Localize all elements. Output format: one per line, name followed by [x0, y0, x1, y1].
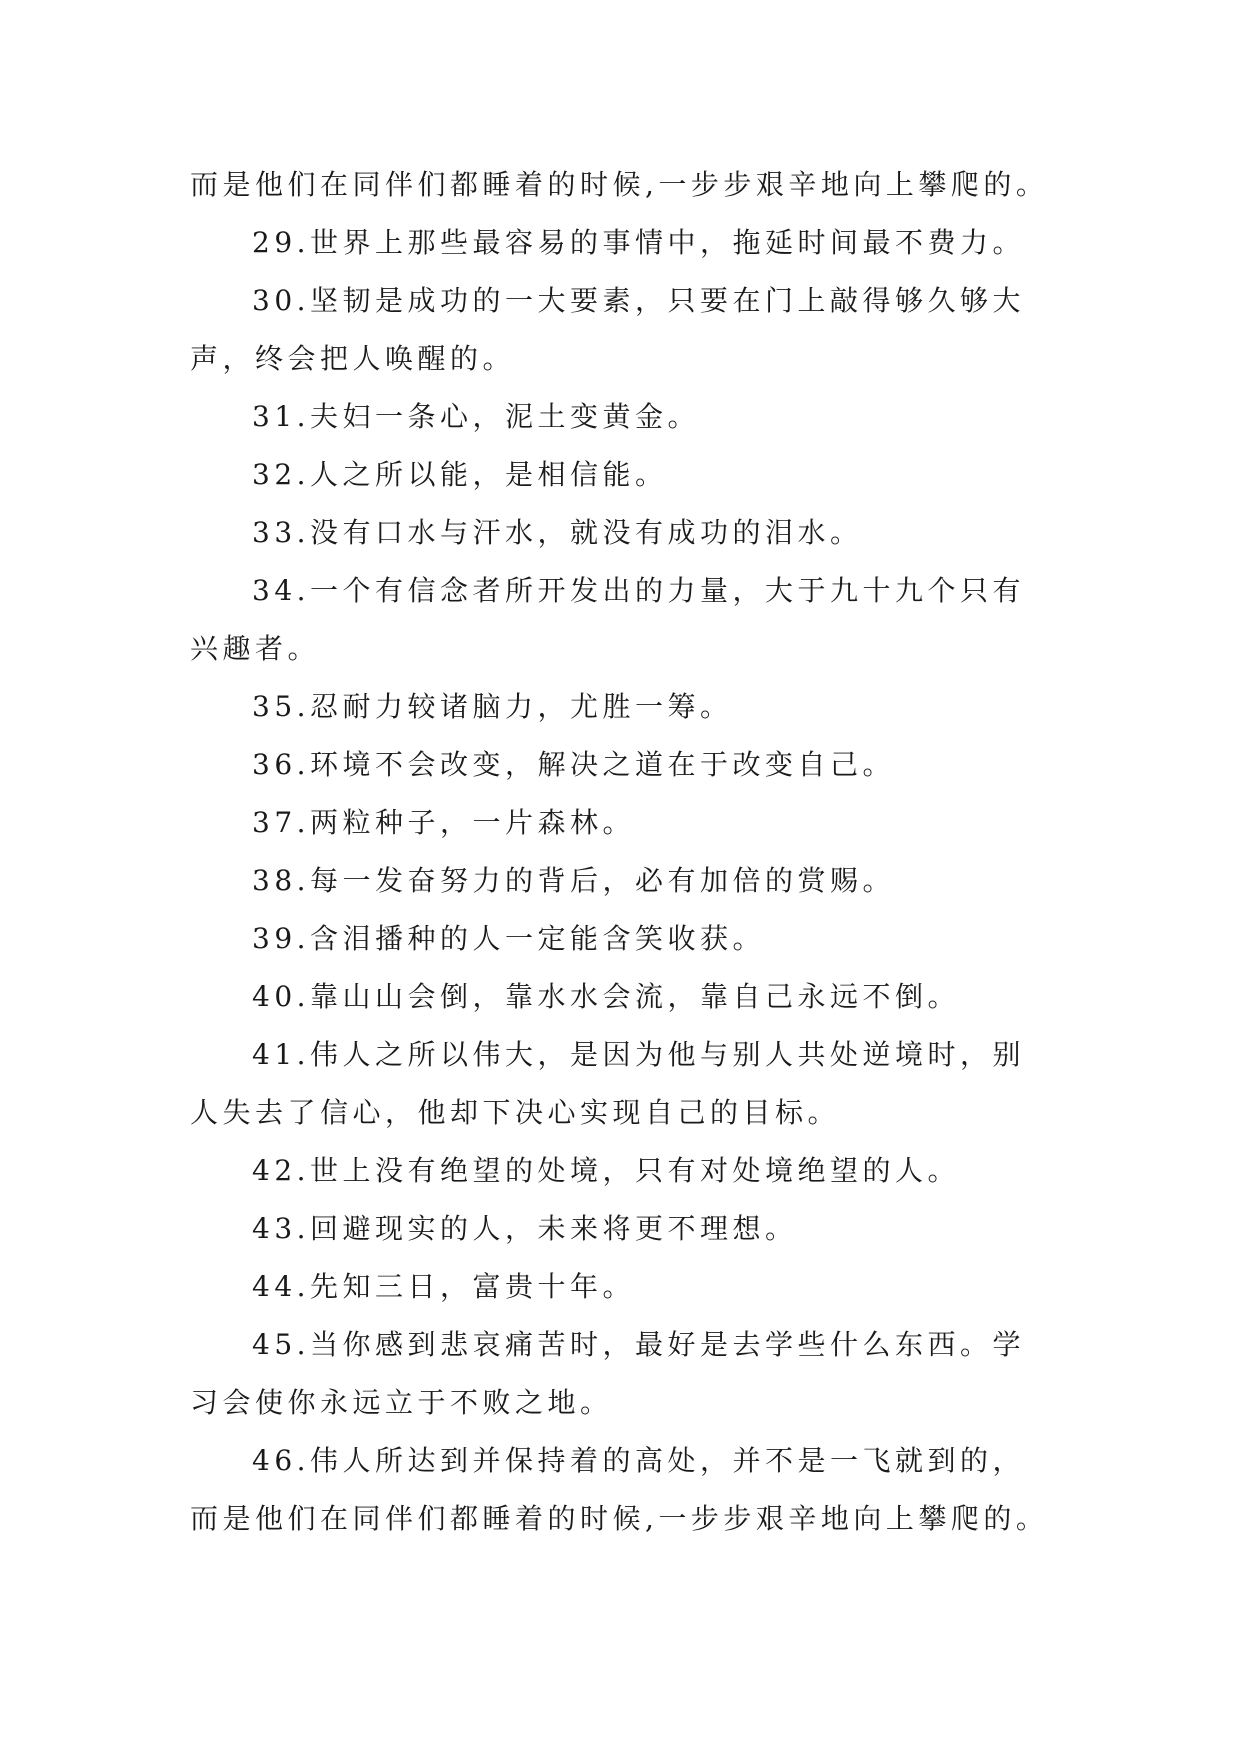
text-line: 42.世上没有绝望的处境，只有对处境绝望的人。 [252, 1154, 961, 1187]
text-line: 32.人之所以能，是相信能。 [252, 458, 668, 491]
text-line: 29.世界上那些最容易的事情中，拖延时间最不费力。 [252, 226, 1026, 259]
text-line: 而是他们在同伴们都睡着的时候,一步步艰辛地向上攀爬的。 [190, 1502, 1049, 1535]
text-line: 45.当你感到悲哀痛苦时，最好是去学些什么东西。学 [252, 1328, 1026, 1361]
text-line: 40.靠山山会倒，靠水水会流，靠自己永远不倒。 [252, 980, 961, 1013]
text-line: 30.坚韧是成功的一大要素，只要在门上敲得够久够大 [252, 284, 1026, 317]
text-line: 而是他们在同伴们都睡着的时候,一步步艰辛地向上攀爬的。 [190, 168, 1049, 201]
text-line: 33.没有口水与汗水，就没有成功的泪水。 [252, 516, 863, 549]
text-line: 兴趣者。 [190, 632, 321, 665]
text-line: 34.一个有信念者所开发出的力量，大于九十九个只有 [252, 574, 1026, 607]
text-line: 38.每一发奋努力的背后，必有加倍的赏赐。 [252, 864, 896, 897]
text-line: 43.回避现实的人，未来将更不理想。 [252, 1212, 798, 1245]
text-line: 习会使你永远立于不败之地。 [190, 1386, 613, 1419]
text-line: 44.先知三日，富贵十年。 [252, 1270, 636, 1303]
text-line: 声，终会把人唤醒的。 [190, 342, 516, 375]
text-line: 41.伟人之所以伟大，是因为他与别人共处逆境时，别 [252, 1038, 1026, 1071]
text-line: 46.伟人所达到并保持着的高处，并不是一飞就到的， [252, 1444, 1026, 1477]
text-line: 人失去了信心，他却下决心实现自己的目标。 [190, 1096, 841, 1129]
text-line: 36.环境不会改变，解决之道在于改变自己。 [252, 748, 896, 781]
text-line: 31.夫妇一条心，泥土变黄金。 [252, 400, 701, 433]
text-line: 35.忍耐力较诸脑力，尤胜一筹。 [252, 690, 733, 723]
text-line: 37.两粒种子，一片森林。 [252, 806, 636, 839]
text-line: 39.含泪播种的人一定能含笑收获。 [252, 922, 766, 955]
